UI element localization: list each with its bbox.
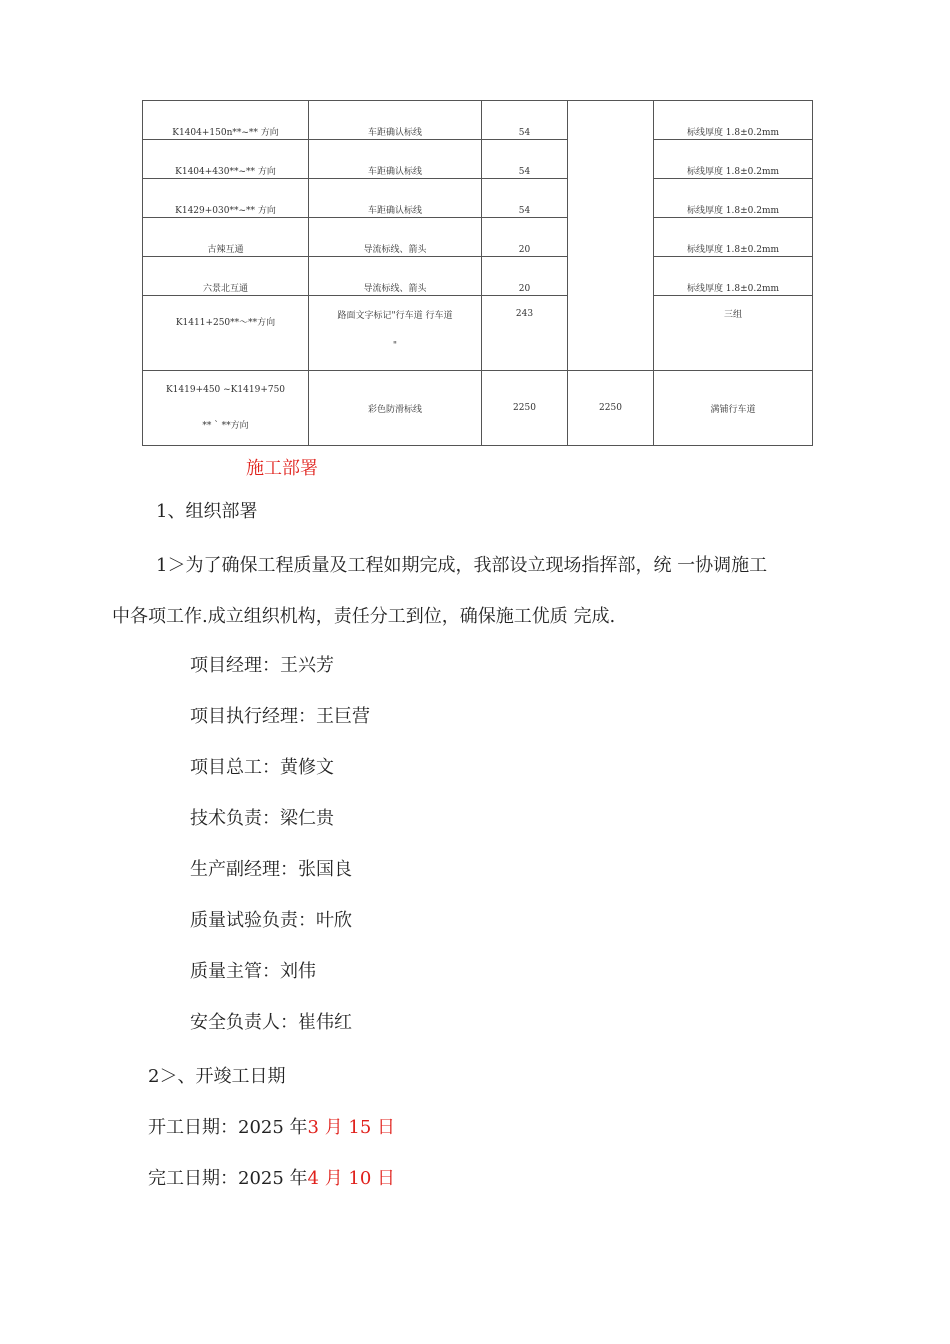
end-date (148, 1164, 395, 1190)
start-date (148, 1113, 395, 1139)
intro-paragraph (112, 540, 857, 642)
note-cell: 标线厚度 1.8±0.2mm (654, 140, 813, 179)
paragraph-line-2: 中各项工作.成立组织机构，责任分工到位，确保施工优质 完成. (112, 606, 616, 627)
start-date-value: 3 月 15 日 (307, 1117, 396, 1138)
qty-text: 243 (515, 309, 534, 319)
total-cell: 2250 (568, 371, 654, 446)
item-cell: 彩色防滑标线 (309, 371, 482, 446)
item-cell: 导流标线、箭头 (309, 257, 482, 296)
staff-item: 质量试验负责：叶欣 (190, 910, 352, 931)
qty-cell: 20 (482, 257, 568, 296)
note-cell (654, 296, 813, 371)
location-cell (143, 296, 309, 371)
qty-cell: 20 (482, 218, 568, 257)
item-cell: 车距确认标线 (309, 140, 482, 179)
section-heading: 施工部署 (246, 458, 318, 479)
item-text-line1: 路面文字标记"行车道 行车道 (337, 310, 453, 321)
paragraph-line-1: 1＞为了确保工程质量及工程如期完成，我部设立现场指挥部，统 一协调施工 (156, 555, 768, 576)
staff-item: 项目经理：王兴芳 (190, 655, 334, 676)
note-cell: 标线厚度 1.8±0.2mm (654, 179, 813, 218)
staff-item: 安全负责人：崔伟红 (190, 1012, 352, 1033)
item-cell: 车距确认标线 (309, 179, 482, 218)
location-cell (143, 371, 309, 446)
end-date-prefix: 完工日期：2025 年 (148, 1168, 308, 1189)
staff-item: 生产副经理：张国良 (190, 859, 352, 880)
staff-item: 项目总工：黄修文 (190, 757, 334, 778)
location-cell: K1429+030**~** 方向 (143, 179, 309, 218)
staff-item: 项目执行经理：王巨营 (190, 706, 370, 727)
note-cell: 满铺行车道 (654, 371, 813, 446)
staff-item: 技术负责：梁仁贵 (190, 808, 334, 829)
table-row (143, 257, 813, 296)
table-row (143, 101, 813, 140)
qty-cell: 54 (482, 140, 568, 179)
location-text: K1411+250**～**方向 (175, 318, 276, 328)
item-cell (309, 296, 482, 371)
qty-cell (482, 296, 568, 371)
end-date-value: 4 月 10 日 (307, 1168, 396, 1189)
qty-cell: 54 (482, 101, 568, 140)
note-text: 三组 (723, 310, 742, 320)
location-cell: K1404+150n**~** 方向 (143, 101, 309, 140)
item-text-line2: " (392, 340, 398, 351)
qty-cell: 54 (482, 179, 568, 218)
table-row (143, 179, 813, 218)
staff-item: 质量主管：刘伟 (190, 961, 316, 982)
works-table (142, 100, 812, 446)
location-text-line1: K1419+450 ~K1419+750 (165, 385, 286, 395)
table-row (143, 371, 813, 446)
merged-total-cell (568, 101, 654, 371)
dates-title: 2＞、开竣工日期 (148, 1066, 286, 1087)
location-text-line2: ** ` **方向 (202, 421, 249, 431)
note-cell: 标线厚度 1.8±0.2mm (654, 257, 813, 296)
table-row (143, 218, 813, 257)
note-cell: 标线厚度 1.8±0.2mm (654, 218, 813, 257)
table-row (143, 140, 813, 179)
table-row (143, 296, 813, 371)
start-date-prefix: 开工日期：2025 年 (148, 1117, 308, 1138)
location-cell: 六景北互通 (143, 257, 309, 296)
item-cell: 导流标线、箭头 (309, 218, 482, 257)
org-title: 1、组织部署 (156, 501, 258, 522)
item-cell: 车距确认标线 (309, 101, 482, 140)
qty-cell: 2250 (482, 371, 568, 446)
location-cell: 古辣互通 (143, 218, 309, 257)
note-cell: 标线厚度 1.8±0.2mm (654, 101, 813, 140)
location-cell: K1404+430**~** 方向 (143, 140, 309, 179)
quantity-table (142, 100, 813, 446)
